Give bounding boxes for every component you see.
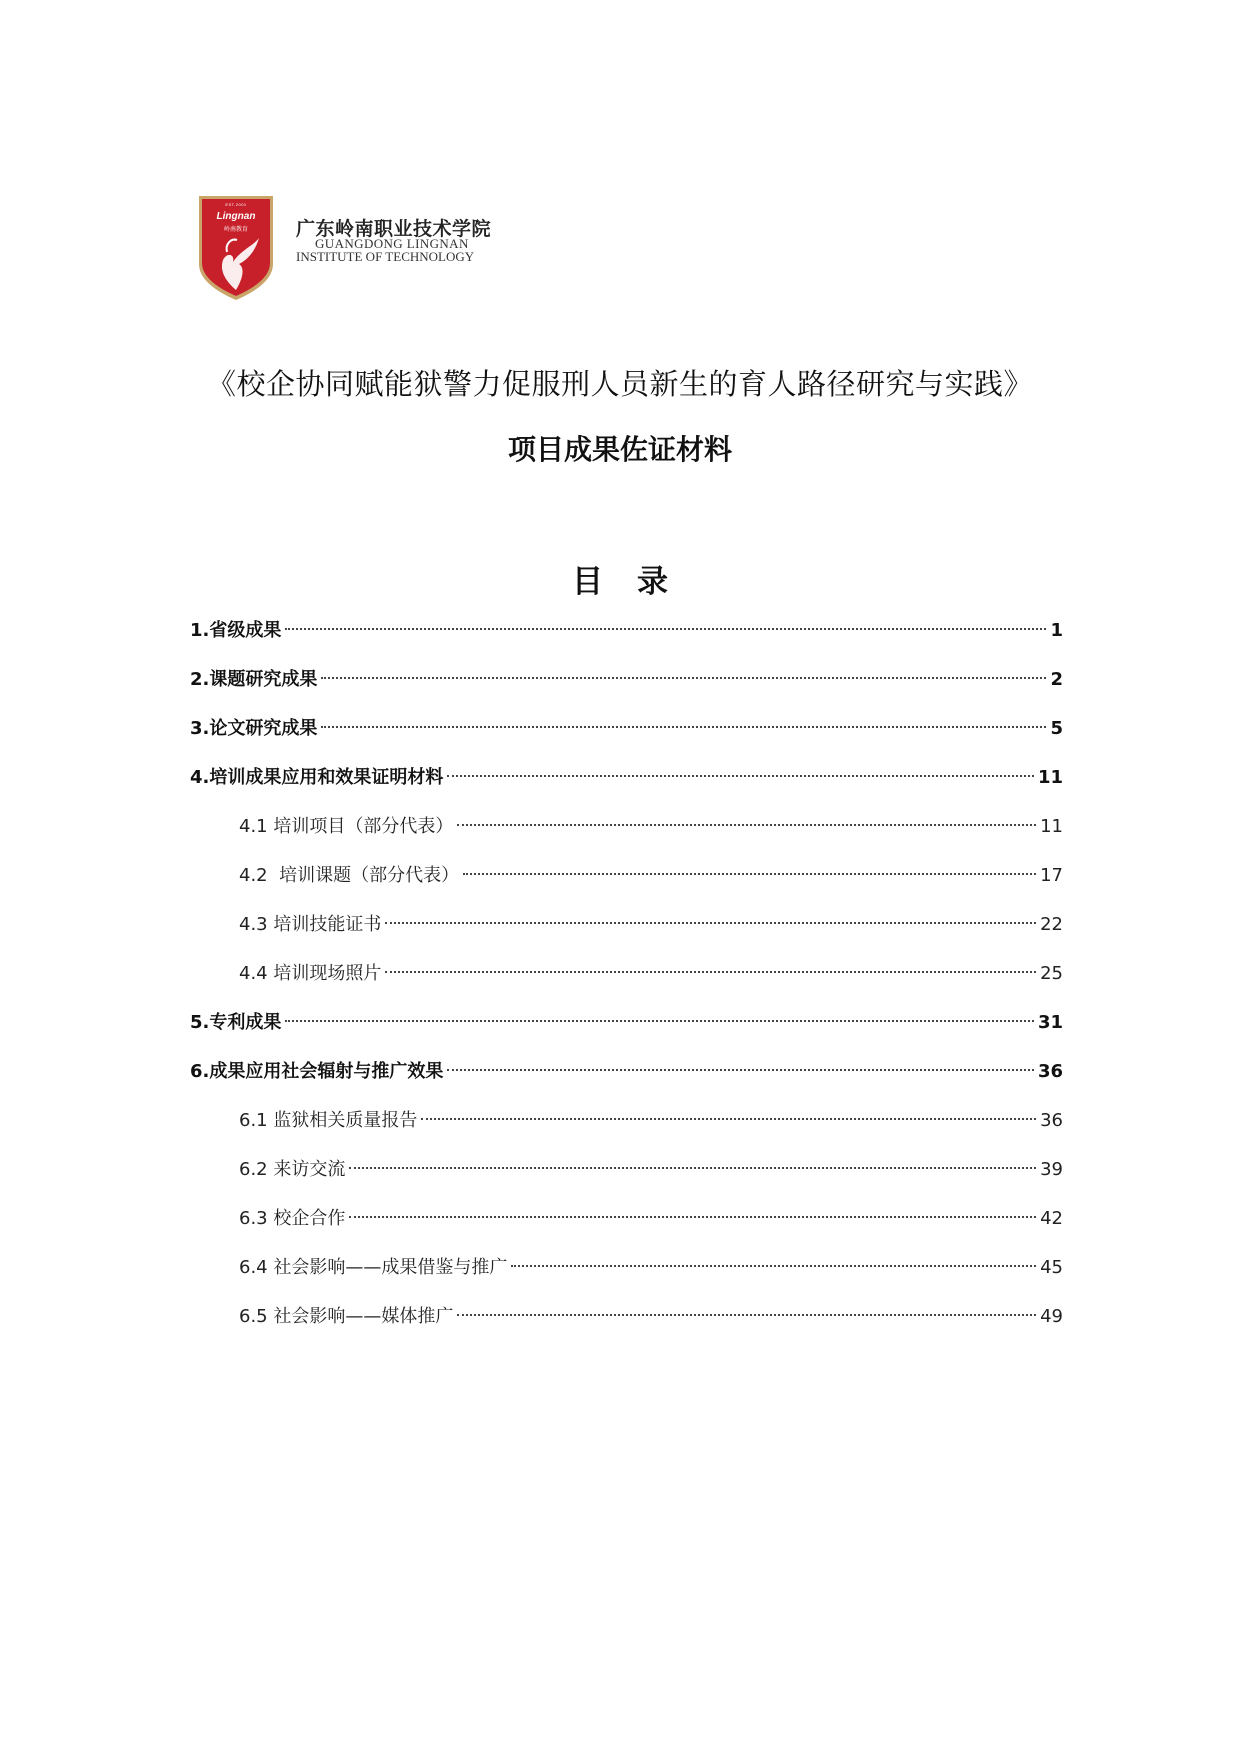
toc-leader-dots [447,1069,1034,1071]
toc-entry-label: 6.1 监狱相关质量报告 [239,1110,418,1131]
toc-entry-label: 5.专利成果 [190,1012,282,1033]
toc-entry-6-3[interactable] [190,1205,1063,1254]
toc-entry-label: 4.2 培训课题（部分代表） [239,865,460,886]
emblem-est-text: EST.2001 [225,202,247,207]
toc-entry-6[interactable] [190,1058,1063,1107]
toc-entry-page: 11 [1037,767,1063,788]
toc-entry-4-2[interactable] [190,862,1063,911]
toc-entry-label: 4.培训成果应用和效果证明材料 [190,767,444,788]
school-name-en-line1: GUANGDONG LINGNAN [315,236,469,251]
toc-entry-page: 39 [1040,1159,1063,1180]
toc-leader-dots [321,726,1046,728]
emblem-brand-cn-text: 岭南教育 [223,226,248,233]
toc-entry-page: 49 [1040,1306,1063,1327]
emblem-brand-text: Lingnan [216,211,256,222]
toc-leader-dots [511,1265,1036,1267]
toc-heading: 目录 [572,564,702,600]
toc-entry-label: 1.省级成果 [190,620,282,641]
toc-entry-page: 45 [1040,1257,1063,1278]
toc-entry-label: 6.4 社会影响——成果借鉴与推广 [239,1257,508,1278]
toc-entry-page: 25 [1040,963,1063,984]
document-subtitle: 项目成果佐证材料 [507,433,732,466]
toc-entry-page: 17 [1040,865,1063,886]
toc-entry-page: 36 [1037,1061,1063,1082]
toc-leader-dots [285,1020,1034,1022]
toc-entry-label: 6.5 社会影响——媒体推广 [239,1306,454,1327]
toc-leader-dots [447,775,1034,777]
toc-leader-dots [457,1314,1036,1316]
toc-entry-label: 3.论文研究成果 [190,718,318,739]
toc-entry-2[interactable] [190,666,1063,715]
toc-leader-dots [385,971,1036,973]
toc-leader-dots [321,677,1046,679]
toc-entry-page: 11 [1040,816,1063,837]
table-of-contents [190,617,1063,1352]
toc-entry-label: 4.3 培训技能证书 [239,914,382,935]
toc-entry-label: 6.2 来访交流 [239,1159,346,1180]
toc-leader-dots [349,1167,1036,1169]
toc-entry-1[interactable] [190,617,1063,666]
toc-entry-4-3[interactable] [190,911,1063,960]
toc-entry-label: 2.课题研究成果 [190,669,318,690]
toc-entry-3[interactable] [190,715,1063,764]
toc-entry-6-2[interactable] [190,1156,1063,1205]
toc-entry-6-5[interactable] [190,1303,1063,1352]
toc-entry-page: 1 [1050,620,1063,641]
toc-leader-dots [285,628,1046,630]
toc-leader-dots [349,1216,1036,1218]
school-name-en-line2: INSTITUTE OF TECHNOLOGY [296,249,475,264]
toc-entry-page: 5 [1050,718,1063,739]
toc-entry-6-4[interactable] [190,1254,1063,1303]
toc-entry-label: 6.3 校企合作 [239,1208,346,1229]
toc-entry-label: 6.成果应用社会辐射与推广效果 [190,1061,444,1082]
toc-entry-4-4[interactable] [190,960,1063,1009]
toc-entry-4-1[interactable] [190,813,1063,862]
toc-entry-5[interactable] [190,1009,1063,1058]
school-logo [197,194,517,304]
school-name-cn: 广东岭南职业技术学院 [296,218,492,240]
toc-entry-page: 36 [1040,1110,1063,1131]
toc-leader-dots [421,1118,1036,1120]
toc-entry-page: 2 [1050,669,1063,690]
document-title: 《校企协同赋能狱警力促服刑人员新生的育人路径研究与实践》 [206,367,1033,401]
toc-entry-label: 4.4 培训现场照片 [239,963,382,984]
toc-entry-6-1[interactable] [190,1107,1063,1156]
toc-entry-page: 22 [1040,914,1063,935]
toc-entry-4[interactable] [190,764,1063,813]
toc-leader-dots [463,873,1036,875]
toc-leader-dots [457,824,1036,826]
toc-leader-dots [385,922,1036,924]
toc-entry-page: 31 [1037,1012,1063,1033]
toc-entry-label: 4.1 培训项目（部分代表） [239,816,454,837]
toc-entry-page: 42 [1040,1208,1063,1229]
